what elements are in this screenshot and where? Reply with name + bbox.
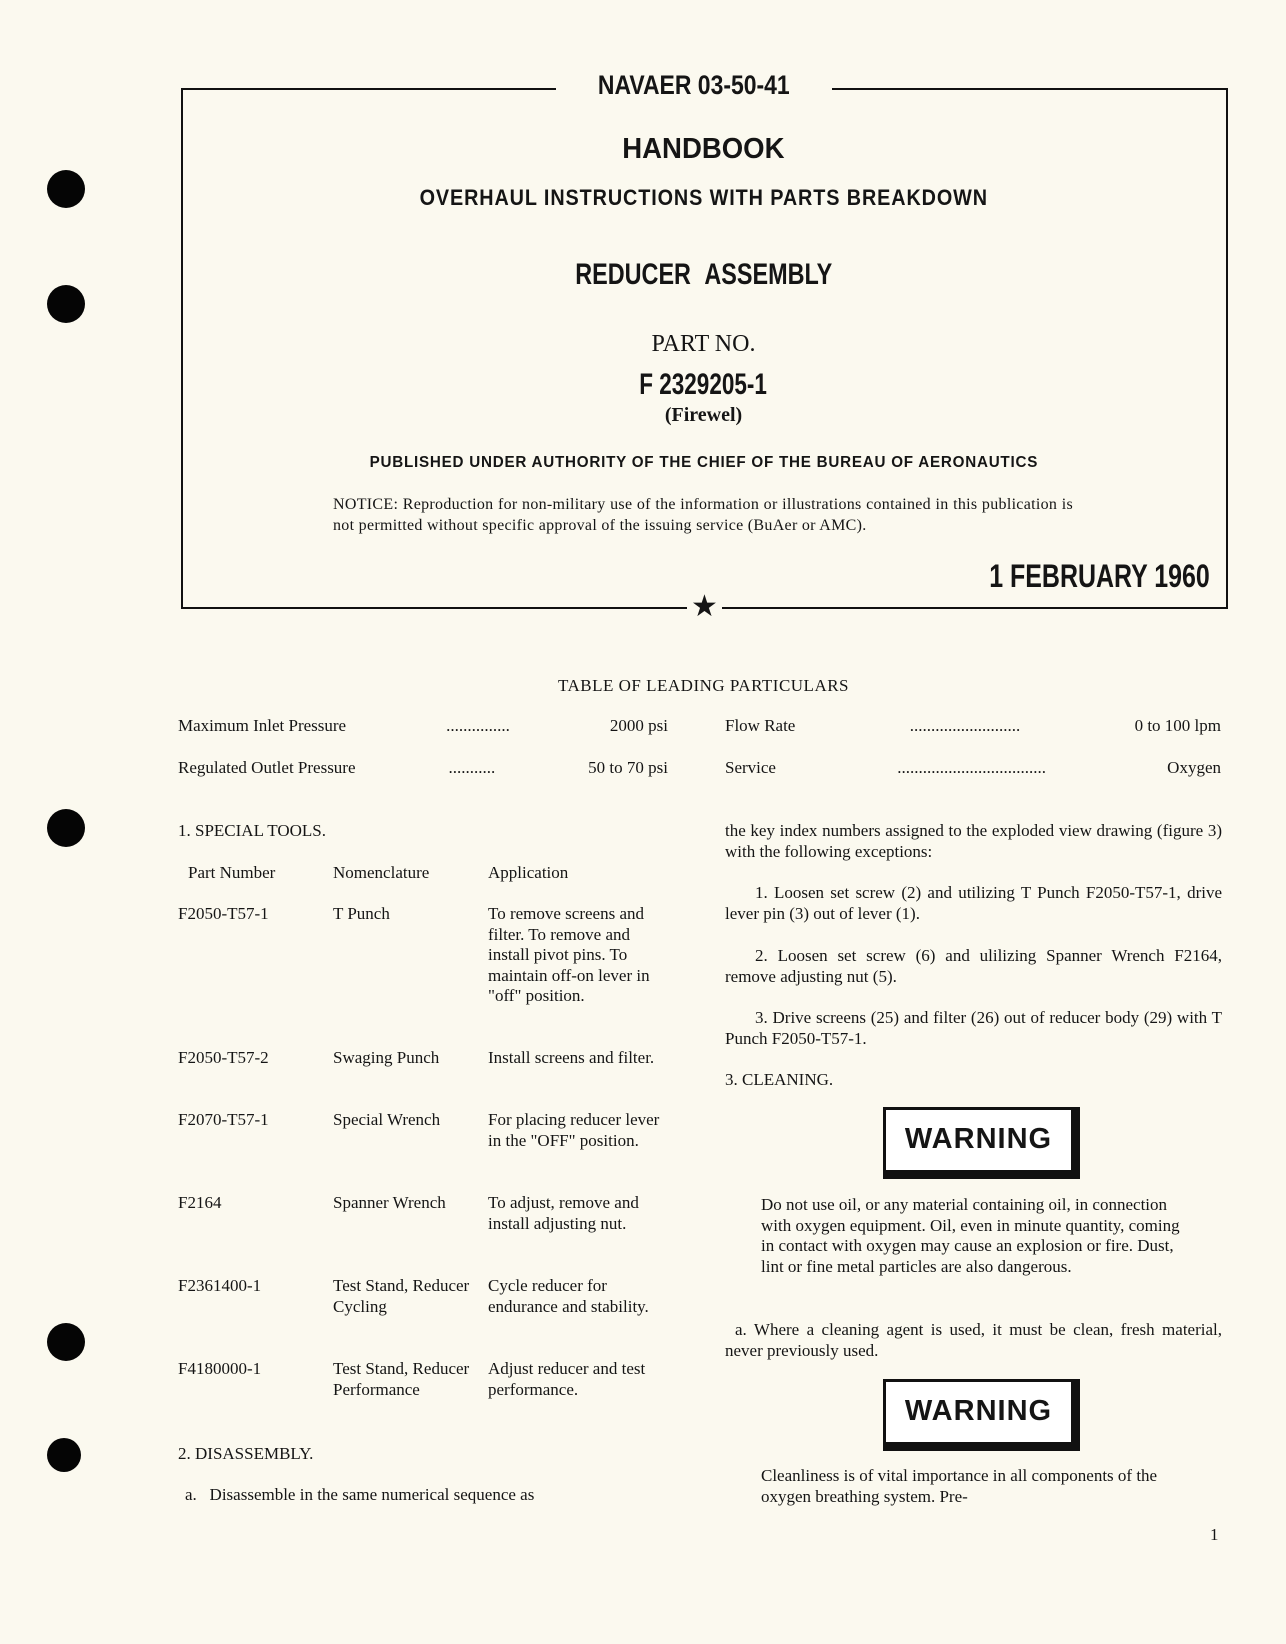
warning-text: Cleanliness is of vital importance in all components of the oxygen breathing system. Pre- (761, 1466, 1158, 1506)
particular-label: Regulated Outlet Pressure (178, 758, 356, 777)
particular-label: Maximum Inlet Pressure (178, 716, 347, 735)
tool-application: For placing reducer lever in the "OFF" position. (488, 1110, 660, 1150)
tool-part: F2050-T57-1 (178, 904, 269, 923)
tool-application: Cycle reducer for endurance and stability. (488, 1276, 649, 1316)
disassembly-continued: the key index numbers assigned to the exploded view drawing (figure 3) with the following exceptions: (725, 821, 1222, 861)
particular-value: 0 to 100 lpm (1134, 716, 1221, 735)
box-top-line (181, 88, 556, 90)
tool-application: Install screens and filter. (488, 1048, 655, 1067)
tool-part: F2361400-1 (178, 1276, 262, 1295)
tool-name: Test Stand, Reducer Performance (333, 1359, 470, 1399)
particular-row (178, 716, 668, 736)
binder-hole (47, 1323, 85, 1361)
warning-box (883, 1379, 1080, 1451)
warning-label: WARNING (904, 1395, 1053, 1427)
handbook-title: HANDBOOK (622, 133, 785, 165)
particular-label: Flow Rate (725, 716, 796, 735)
leader-dots: .......................... (909, 716, 1021, 735)
binder-hole (47, 809, 85, 847)
tool-part: F2050-T57-2 (178, 1048, 269, 1067)
column-header: Part Number (188, 863, 276, 882)
particular-row (725, 716, 1221, 736)
special-tools-heading: 1. SPECIAL TOOLS. (178, 821, 326, 840)
tool-application: To remove screens and filter. To remove and install pivot pins. To maintain off-on lever in "off" position. (488, 904, 650, 1005)
tool-name: Test Stand, Reducer Cycling (333, 1276, 470, 1316)
cleaning-heading: 3. CLEANING. (725, 1070, 834, 1089)
binder-hole (47, 1438, 81, 1472)
disassembly-step: 1. Loosen set screw (2) and utilizing T Punch F2050-T57-1, drive lever pin (3) out of lever (1). (725, 883, 1222, 923)
column-header: Application (488, 863, 569, 882)
subtitle: OVERHAUL INSTRUCTIONS WITH PARTS BREAKDOWN (419, 185, 988, 210)
binder-hole (47, 285, 85, 323)
tool-name: Special Wrench (333, 1110, 441, 1129)
document-number: NAVAER 03-50-41 (598, 70, 790, 100)
item-title: REDUCER ASSEMBLY (574, 258, 833, 291)
leader-dots: ........... (448, 758, 496, 777)
disassembly-step: 2. Loosen set screw (6) and ulilizing Spanner Wrench F2164, remove adjusting nut (5). (725, 946, 1222, 986)
cleaning-a: a. Where a cleaning agent is used, it must be clean, fresh material, never previously used. (725, 1320, 1222, 1360)
manufacturer: (Firewel) (664, 404, 743, 426)
particular-row (178, 758, 668, 778)
warning-text: Do not use oil, or any material containing oil, in connection with oxygen equipment. Oil, even in minute quantity, coming in contact with oxygen may cause an explosion or fire. Dust, lint or fine metal particles are also dangerous. (761, 1195, 1180, 1276)
binder-hole (47, 170, 85, 208)
tool-part: F4180000-1 (178, 1359, 262, 1378)
tool-part: F2070-T57-1 (178, 1110, 269, 1129)
particular-value: Oxygen (1167, 758, 1221, 777)
particular-value: 2000 psi (609, 716, 668, 735)
disassembly-step: 3. Drive screens (25) and filter (26) out of reducer body (29) with T Punch F2050-T57-1. (725, 1008, 1222, 1048)
particular-label: Service (725, 758, 776, 777)
particular-value: 50 to 70 psi (588, 758, 668, 777)
disassembly-a: a. Disassemble in the same numerical sequence as (185, 1485, 535, 1504)
tool-name: Spanner Wrench (333, 1193, 446, 1212)
particulars-title: TABLE OF LEADING PARTICULARS (557, 676, 850, 695)
warning-box (883, 1107, 1080, 1179)
publication-date: 1 FEBRUARY 1960 (989, 558, 1210, 594)
box-top-line (832, 88, 1226, 90)
tool-name: T Punch (333, 904, 390, 923)
disassembly-heading: 2. DISASSEMBLY. (178, 1444, 314, 1463)
leader-dots: ............... (446, 716, 510, 735)
tool-part: F2164 (178, 1193, 222, 1212)
part-number: F 2329205-1 (639, 368, 768, 401)
notice: NOTICE: Reproduction for non-military use of the information or illustrations contained in this publication is not permitted without specific approval of the issuing service (BuAer or AMC). (333, 496, 1073, 534)
part-no-label: PART NO. (651, 331, 756, 357)
warning-label: WARNING (904, 1123, 1053, 1155)
tool-application: To adjust, remove and install adjusting nut. (488, 1193, 639, 1233)
column-header: Nomenclature (333, 863, 430, 882)
tool-name: Swaging Punch (333, 1048, 440, 1067)
page-number: 1 (1210, 1525, 1219, 1544)
particular-row (725, 758, 1221, 778)
leader-dots: ................................... (897, 758, 1046, 777)
tool-application: Adjust reducer and test performance. (488, 1359, 646, 1399)
star-icon: ★ (687, 592, 722, 622)
authority-statement: PUBLISHED UNDER AUTHORITY OF THE CHIEF OF THE BUREAU OF AERONAUTICS (369, 454, 1038, 471)
